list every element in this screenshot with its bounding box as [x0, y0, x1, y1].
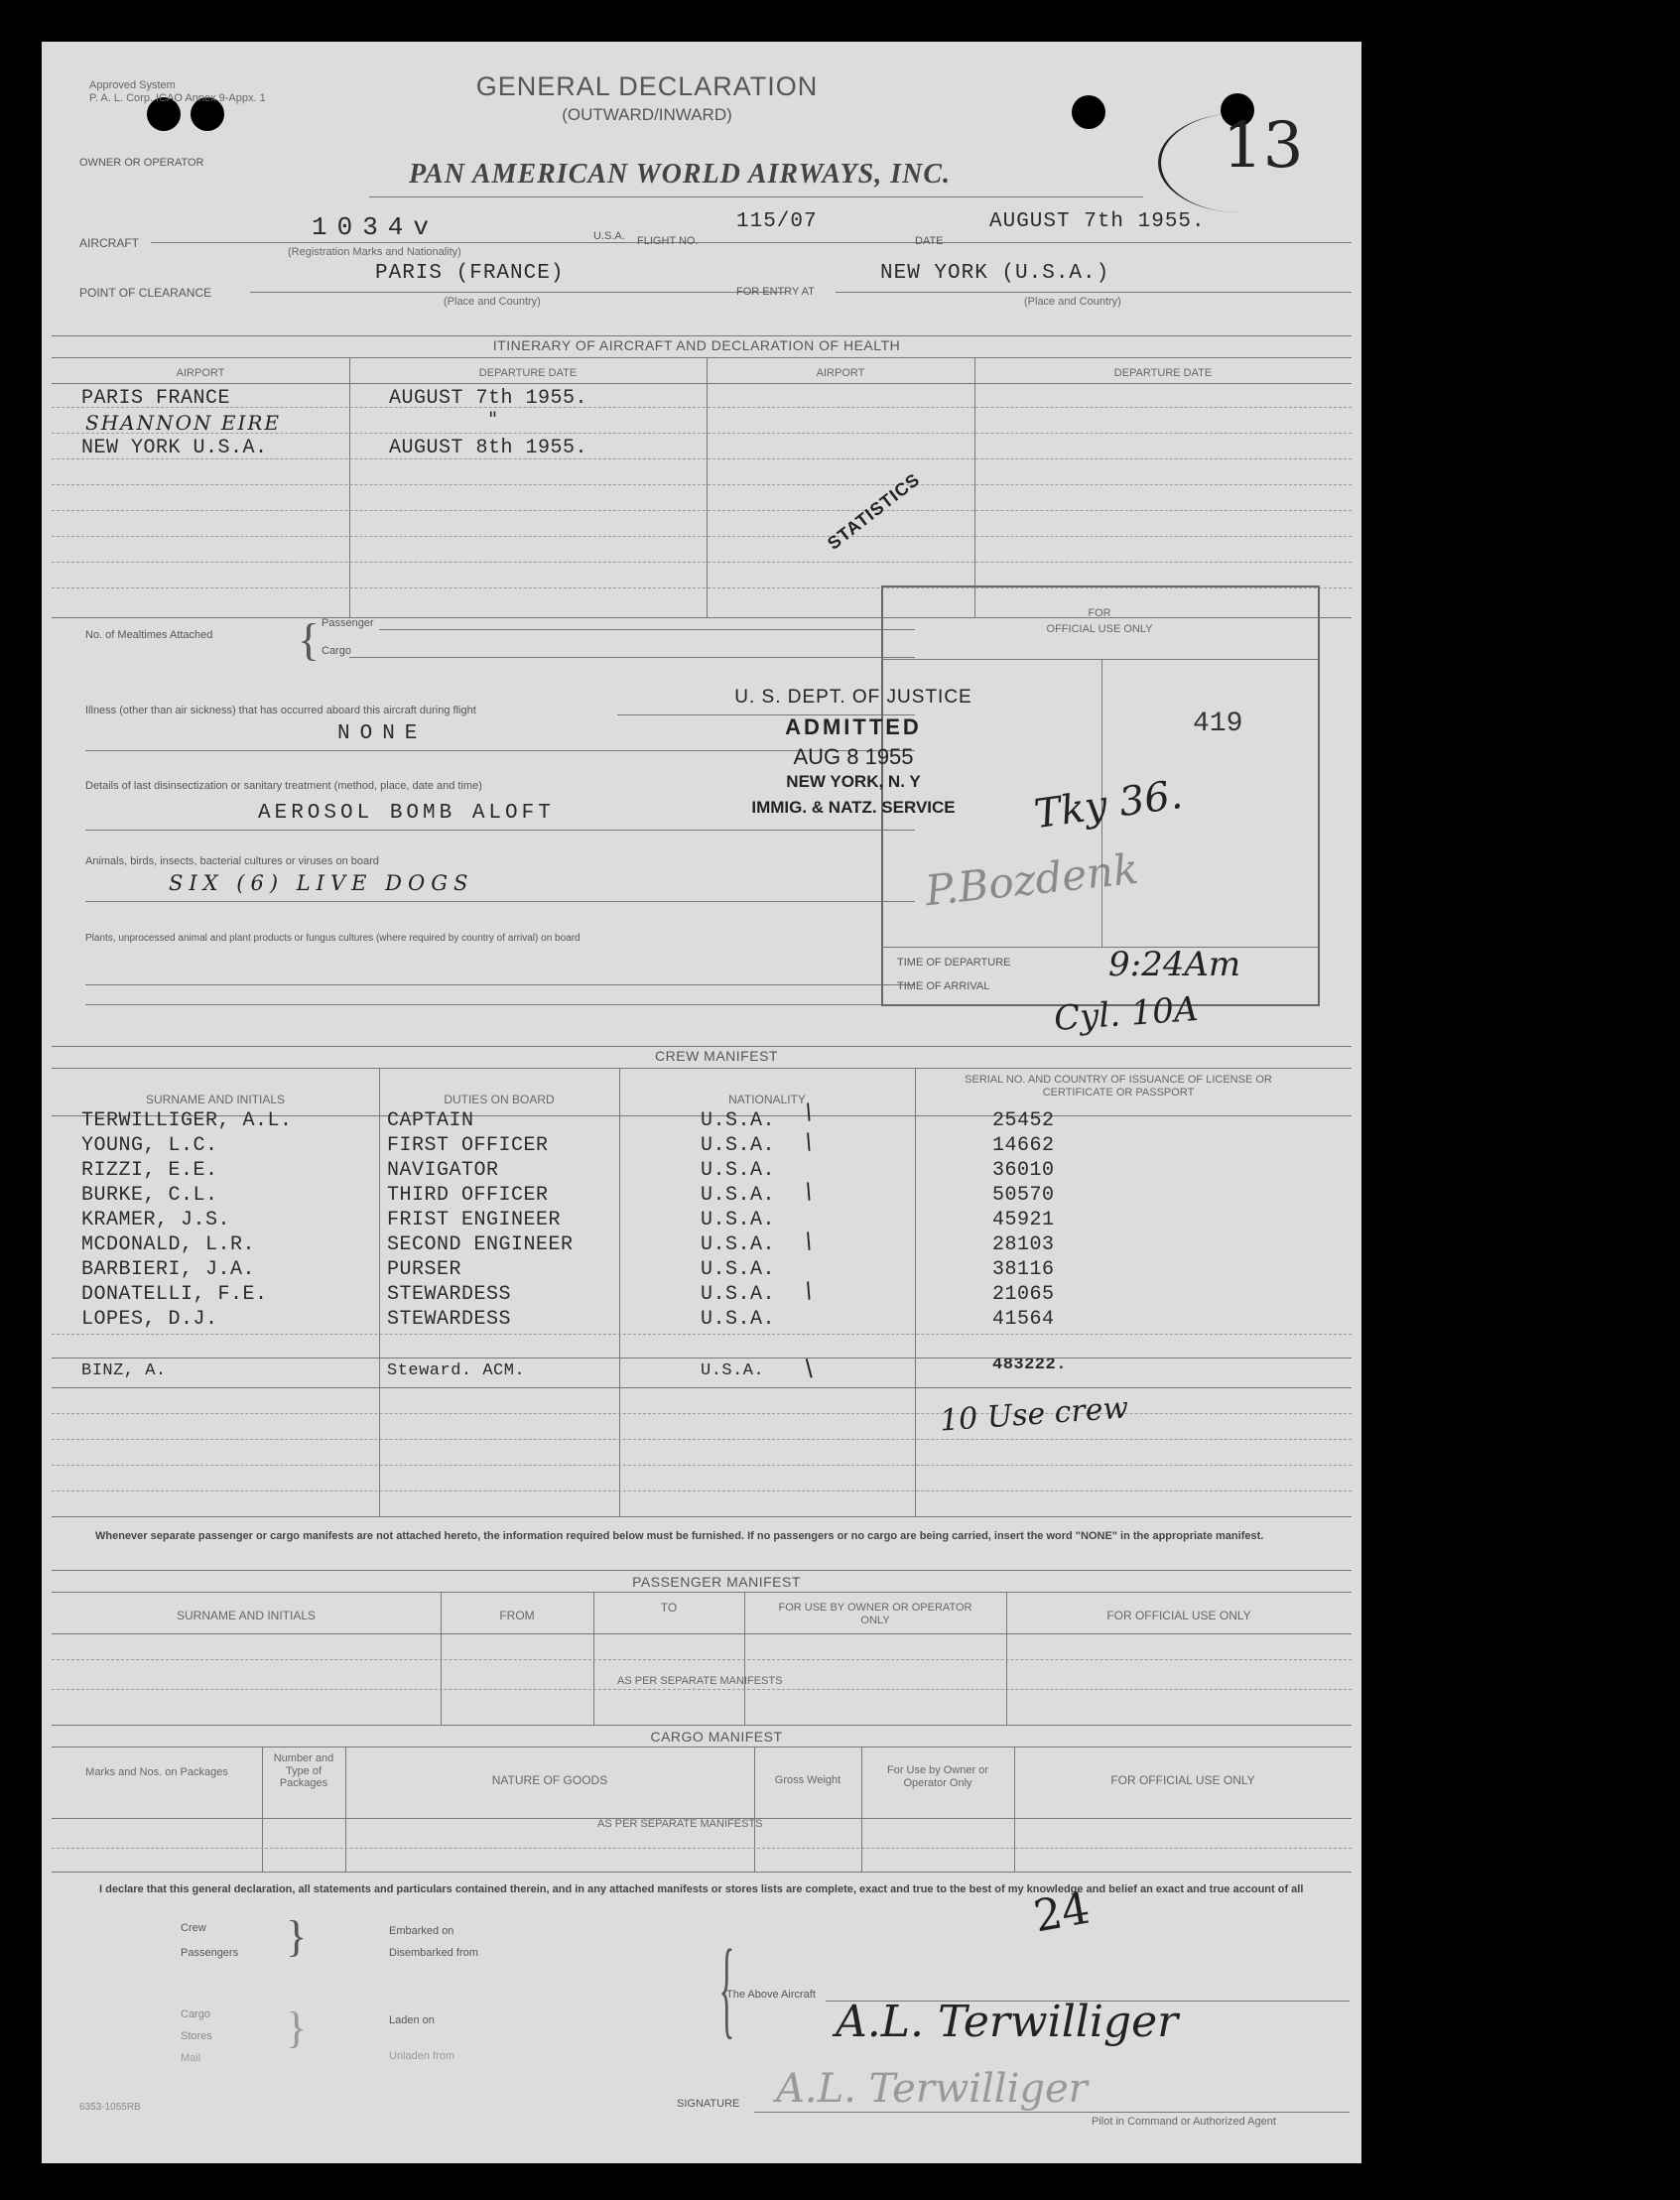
- crew-duty: FIRST OFFICER: [387, 1134, 549, 1157]
- crew-nationality: U.S.A.: [701, 1361, 765, 1380]
- flight-date: AUGUST 7th 1955.: [989, 210, 1206, 233]
- flight-number: 115/07: [736, 210, 818, 233]
- crew-duty: Steward. ACM.: [387, 1361, 526, 1380]
- handwritten-scribble: P.Bozdenk: [923, 843, 1141, 916]
- crew-serial: 36010: [992, 1159, 1055, 1182]
- cargo-note: AS PER SEPARATE MANIFESTS: [597, 1818, 763, 1830]
- crew-name: RIZZI, E.E.: [81, 1159, 218, 1182]
- captain-signature: A.L. Terwilliger: [836, 1997, 1179, 2047]
- itinerary-date: AUGUST 7th 1955.: [389, 387, 588, 410]
- handwritten-crew-note: 10 Use crew: [939, 1390, 1130, 1439]
- crew-duty: STEWARDESS: [387, 1283, 512, 1306]
- page-title: GENERAL DECLARATION: [475, 71, 819, 101]
- crew-name: BARBIERI, J.A.: [81, 1258, 256, 1281]
- crew-serial: 41564: [992, 1308, 1055, 1331]
- declaration-text: I declare that this general declaration, all statements and particulars contained therein, and in any attached manifests or stores lists are complete, exact and true to the best of my knowledge and belief an exact and true account of all: [99, 1883, 1304, 1895]
- itinerary-airport: NEW YORK U.S.A.: [81, 437, 268, 459]
- crew-nationality: U.S.A.: [701, 1184, 776, 1207]
- admitted-stamp: U. S. DEPT. OF JUSTICE ADMITTED AUG 8 1955 NEW YORK, N. Y IMMIG. & NATZ. SERVICE: [734, 687, 972, 817]
- cargo-manifest-title: CARGO MANIFEST: [650, 1729, 783, 1745]
- crew-duty: SECOND ENGINEER: [387, 1233, 574, 1256]
- manifest-notice: Whenever separate passenger or cargo manifests are not attached hereto, the information required below must be furnished. If no passengers or no cargo are being carried, insert the word "NONE" in the appropriate manifest.: [95, 1530, 1264, 1542]
- crew-name: YOUNG, L.C.: [81, 1134, 218, 1157]
- crew-serial: 38116: [992, 1258, 1055, 1281]
- itinerary-airport: SHANNON EIRE: [85, 411, 281, 435]
- crew-nationality: U.S.A.: [701, 1308, 776, 1331]
- crew-serial: 28103: [992, 1233, 1055, 1256]
- disinsection-value: AEROSOL BOMB ALOFT: [258, 802, 555, 825]
- crew-serial: 50570: [992, 1184, 1055, 1207]
- crew-nationality: U.S.A.: [701, 1283, 776, 1306]
- itinerary-airport: PARIS FRANCE: [81, 387, 231, 410]
- arrival-time: 9:24Am: [1108, 945, 1241, 984]
- crew-nationality: U.S.A.: [701, 1209, 776, 1231]
- page-subtitle: (OUTWARD/INWARD): [562, 105, 732, 124]
- crew-serial: 45921: [992, 1209, 1055, 1231]
- crew-duty: CAPTAIN: [387, 1109, 474, 1132]
- crew-serial: 21065: [992, 1283, 1055, 1306]
- crew-nationality: U.S.A.: [701, 1233, 776, 1256]
- crew-name: KRAMER, J.S.: [81, 1209, 231, 1231]
- crew-nationality: U.S.A.: [701, 1134, 776, 1157]
- crew-nationality: U.S.A.: [701, 1109, 776, 1132]
- crew-nationality: U.S.A.: [701, 1159, 776, 1182]
- crew-manifest-title: CREW MANIFEST: [655, 1048, 778, 1064]
- aircraft-label: AIRCRAFT: [79, 236, 139, 250]
- crew-duty: THIRD OFFICER: [387, 1184, 549, 1207]
- crew-name: TERWILLIGER, A.L.: [81, 1109, 293, 1132]
- aircraft-registration: 1034v: [312, 212, 440, 242]
- passenger-manifest-title: PASSENGER MANIFEST: [632, 1574, 801, 1590]
- operator-name: PAN AMERICAN WORLD AIRWAYS, INC.: [409, 159, 952, 190]
- crew-name: LOPES, D.J.: [81, 1308, 218, 1331]
- illness-value: NONE: [337, 722, 428, 745]
- document-page: Approved System P. A. L. Corp. ICAO Annex 9-Appx. 1 GENERAL DECLARATION (OUTWARD/INWARD) 13 OWNER OR OPERATOR PAN AMERICAN WORLD AIRWAYS, INC. AIRCRAFT 1034v (Registration Marks and Nationality) U.S.A. FLIGHT NO. 115/07 DATE AUGUST 7th 1955. POINT OF CLEARANCE PARIS (FRANCE) (Place and Country) FOR ENTRY AT NEW YORK (U.S.A.) (Place and Country) ITINERARY OF AIRCRAFT AND DECLARATION OF HEALTH AIRPORT DEPARTURE DATE AIRPORT DEPARTURE DATE PARIS FRANCE AUGUST 7th 1955. SHANNON EIRE " NEW YORK U.S.A. AUGUST 8th 1955. STATISTICS No. of Mealtimes Attached { Passenger Cargo Illness (other than air sickness) that has occurred aboard this aircraft during flight NONE Details of last disinsectization or sanitary treatment (method, place, date and time) AEROSOL BOMB ALOFT Animals, birds, insects, bacterial cultures or viruses on board SIX (6) LIVE DOGS Plants, unprocessed animal and plant products or fungus cultures (where required by country of arrival) on board FOR OFFICIAL USE ONLY 419 Tky 36. P.Bozdenk TIME OF DEPARTURE TIME OF ARRIVAL 9:24Am Cyl. 10A U. S. DEPT. OF JUSTICE ADMITTED AUG 8 1955 NEW YORK, N. Y IMMIG. & NATZ. SERVICE CREW MANIFEST SURNAME AND INITIALS DUTIES ON BOARD NATIONALITY SERIAL NO. AND COUNTRY OF ISSUANCE OF LICENSE OR CERTIFICATE OR PASSPORT TERWILLIGER, A.L. CAPTAIN U.S.A. 25452 YOUNG, L.C. FIRST OFFICER U.S.A. 14662 RIZZI, E.E. NAVIGATOR U.S.A. 36010 BURKE, C.L. THIRD OFFICER U.S.A. 50570 KRAMER, J.S. FRIST ENGINEER U.S.A. 45921 MCDONALD, L.R. SECOND ENGINEER U.S.A. 28103 BARBIERI, J.A. PURSER U.S.A. 38116 DONATELLI, F.E. STEWARDESS U.S.A. 21065 LOPES, D.J. STEWARDESS U.S.A. 41564 BINZ, A. Steward. ACM. U.S.A. 483222. / / / / / / 10 Use crew Whenever separate passenger or cargo manifests are not attached hereto, the information required below must be furnished. If no passengers or no cargo are being carried, insert the word "NONE" in the appropriate manifest. PASSENGER MANIFEST SURNAME AND INITIALS FROM TO FOR USE BY OWNER OR OPERATOR ONLY FOR OFFICIAL USE ONLY AS PER SEPARATE MANIFESTS CARGO MANIFEST Marks and Nos. on Packages Number and Type of Packages NATURE OF GOODS Gross Weight For Use by Owner or Operator Only FOR OFFICIAL USE ONLY AS PER SEPARATE MANIFESTS I declare that this general declaration, all statements and particulars contained therein, and in any attached manifests or stores lists are complete, exact and true to the best of my knowledge and belief an exact and true account of all 24 Crew Passengers } Embarked on Disembarked from Cargo Stores Mail } Laden on Unladen from { The Above Aircraft A.L. Terwilliger SIGNATURE A.L. Terwilliger Pilot in Command or Authorized Agent 6353-1055RB: [42, 42, 1361, 2163]
- handwritten-note: Cyl. 10A: [1052, 988, 1200, 1040]
- owner-label: OWNER OR OPERATOR: [79, 157, 204, 169]
- statistics-stamp: STATISTICS: [824, 468, 924, 554]
- crew-serial: 14662: [992, 1134, 1055, 1157]
- crew-nationality: U.S.A.: [701, 1258, 776, 1281]
- crew-name: BINZ, A.: [81, 1361, 167, 1380]
- handwritten-note: Tky 36.: [1031, 771, 1186, 839]
- official-number: 419: [1193, 709, 1243, 739]
- passenger-note: AS PER SEPARATE MANIFESTS: [617, 1675, 783, 1687]
- crew-name: DONATELLI, F.E.: [81, 1283, 268, 1306]
- crew-duty: PURSER: [387, 1258, 462, 1281]
- crew-duty: STEWARDESS: [387, 1308, 512, 1331]
- animals-value: SIX (6) LIVE DOGS: [169, 871, 474, 895]
- itinerary-date: AUGUST 8th 1955.: [389, 437, 588, 459]
- form-number: 6353-1055RB: [79, 2102, 141, 2113]
- crew-name: BURKE, C.L.: [81, 1184, 218, 1207]
- handwritten-number: 24: [1029, 1882, 1095, 1943]
- itinerary-title: ITINERARY OF AIRCRAFT AND DECLARATION OF HEALTH: [492, 337, 901, 353]
- point-of-clearance: PARIS (FRANCE): [375, 262, 565, 285]
- itinerary-date: ": [488, 407, 498, 431]
- punch-hole: [1072, 95, 1105, 129]
- crew-serial: 483222.: [992, 1356, 1067, 1374]
- crew-duty: FRIST ENGINEER: [387, 1209, 562, 1231]
- crew-serial: 25452: [992, 1109, 1055, 1132]
- approval-text: Approved System P. A. L. Corp. ICAO Annex 9-Appx. 1: [89, 79, 266, 104]
- entry-point: NEW YORK (U.S.A.): [880, 262, 1110, 285]
- crew-duty: NAVIGATOR: [387, 1159, 499, 1182]
- faint-signature: A.L. Terwilliger: [776, 2066, 1088, 2112]
- handwritten-number: 13: [1223, 109, 1304, 183]
- crew-name: MCDONALD, L.R.: [81, 1233, 256, 1256]
